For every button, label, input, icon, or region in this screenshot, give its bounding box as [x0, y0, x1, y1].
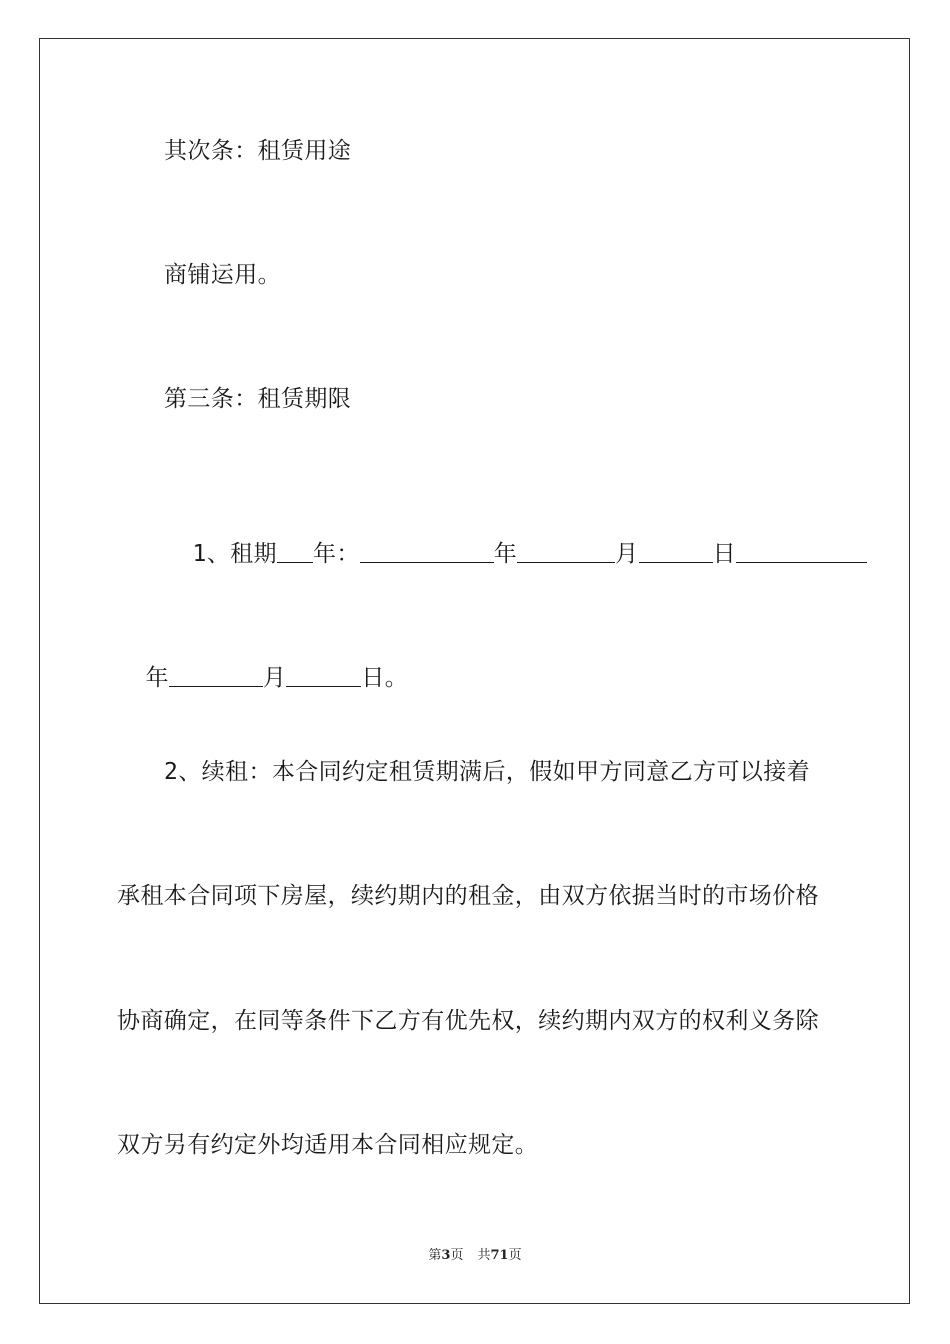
total-prefix: 共: [477, 1248, 491, 1263]
end-year-blank[interactable]: [736, 542, 867, 563]
page-suffix: 页: [450, 1248, 464, 1263]
lease-term-label: 1、租期: [192, 541, 277, 567]
years-blank[interactable]: [277, 542, 313, 563]
start-year-blank[interactable]: [360, 542, 494, 563]
renewal-paragraph-line-3: 协商确定，在同等条件下乙方有优先权，续约期内双方的权利义务除: [117, 1008, 819, 1034]
year-label: 年: [493, 541, 518, 567]
end-day-blank[interactable]: [286, 666, 361, 687]
lease-term-line-2: [117, 633, 408, 693]
clause-heading-3: 第三条：租赁期限: [164, 386, 352, 412]
month-label: 月: [262, 665, 287, 691]
day-label: 日: [712, 541, 736, 567]
end-month-blank[interactable]: [169, 666, 263, 687]
year-colon-label: 年：: [312, 541, 360, 567]
current-page-number: 3: [441, 1248, 451, 1263]
page-footer: [0, 1247, 950, 1265]
total-suffix: 页: [508, 1248, 522, 1263]
clause-body-2: 商铺运用。: [164, 262, 281, 288]
start-month-blank[interactable]: [517, 542, 615, 563]
start-day-blank[interactable]: [639, 542, 713, 563]
year-label: 年: [145, 665, 169, 691]
renewal-paragraph-line-4: 双方另有约定外均适用本合同相应规定。: [117, 1132, 539, 1158]
clause-heading-2: 其次条：租赁用途: [164, 138, 352, 164]
renewal-paragraph-line-2: 承租本合同项下房屋，续约期内的租金，由双方依据当时的市场价格: [117, 883, 819, 909]
day-label: 日。: [361, 665, 409, 691]
month-label: 月: [615, 541, 639, 567]
total-page-number: 71: [490, 1248, 509, 1263]
page-prefix: 第: [428, 1248, 442, 1263]
renewal-paragraph-line-1: 2、续租：本合同约定租赁期满后，假如甲方同意乙方可以接着: [164, 759, 811, 785]
lease-term-line-1: [164, 509, 867, 569]
